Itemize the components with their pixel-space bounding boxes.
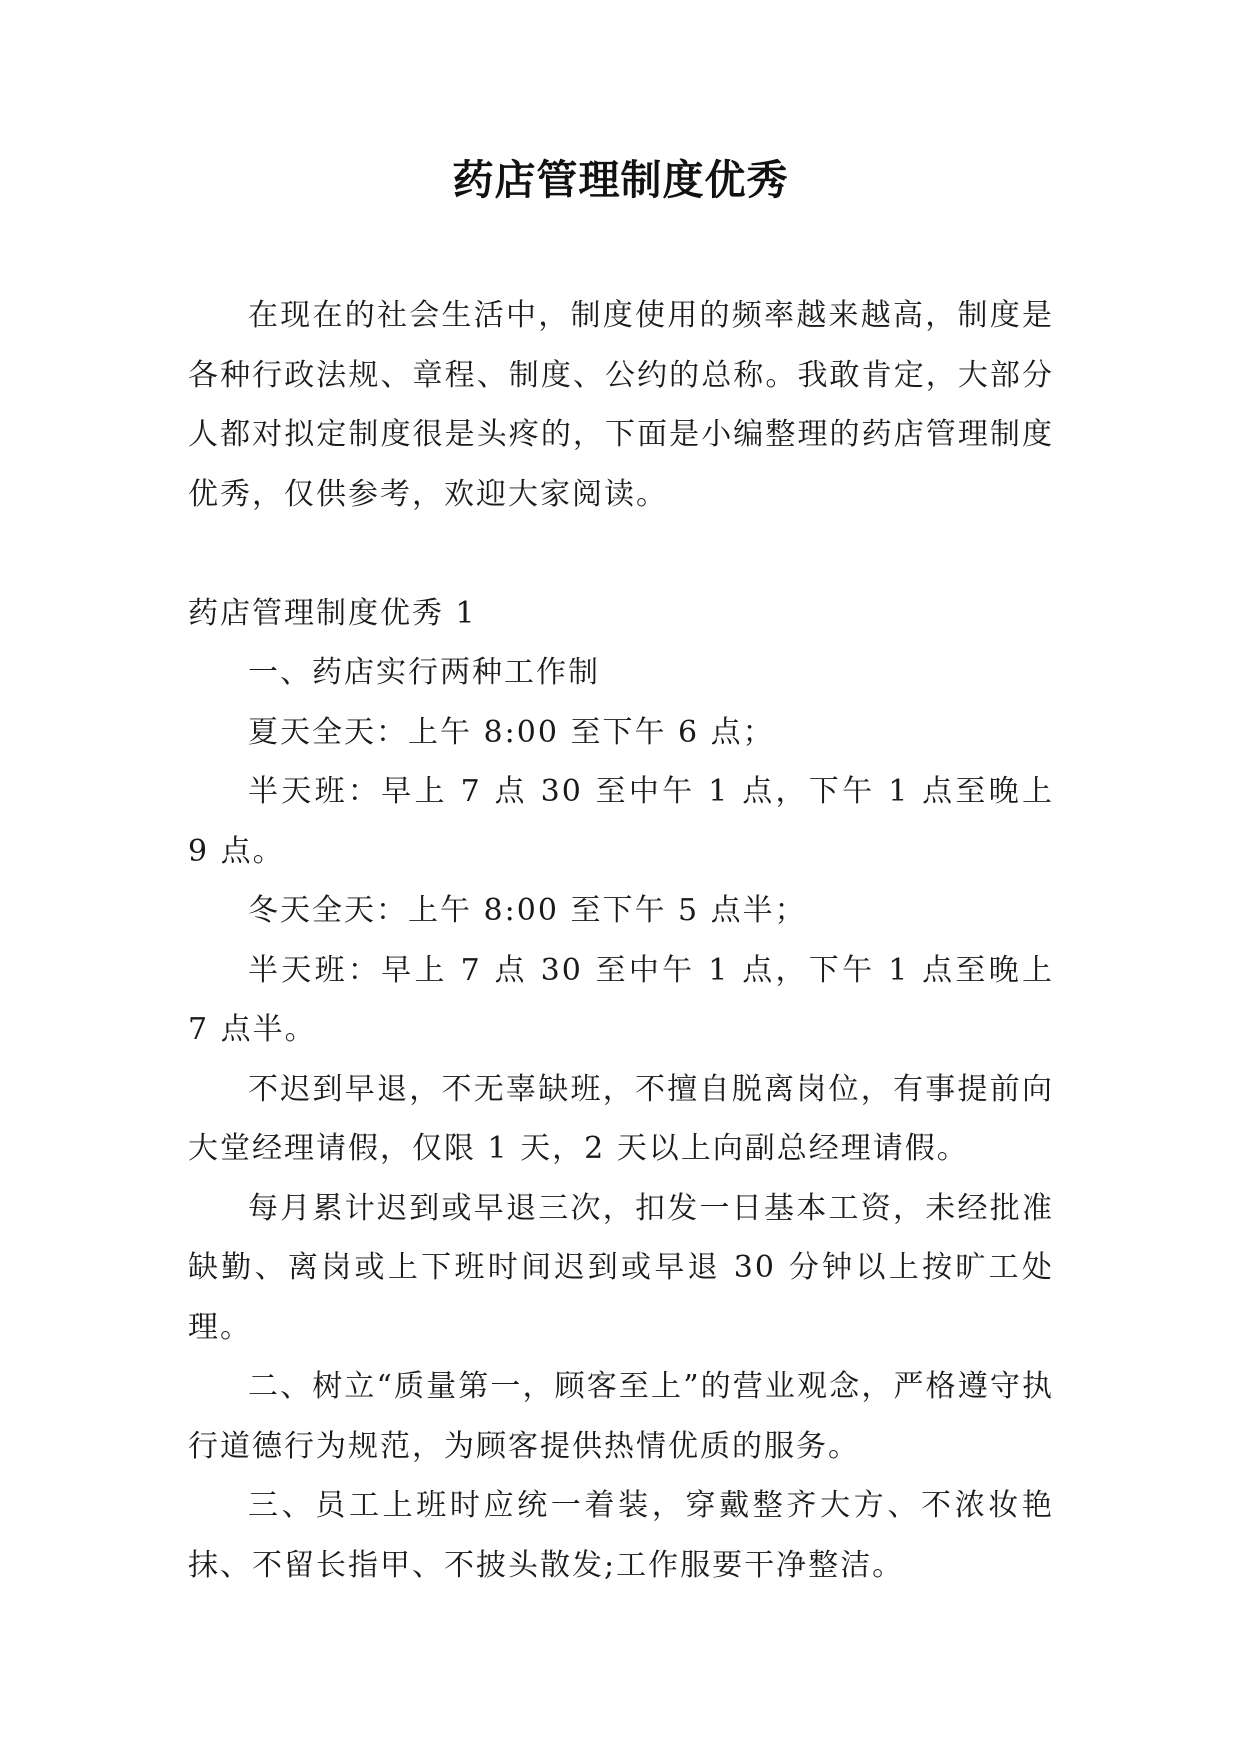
rule-paragraph: 半天班：早上 7 点 30 至中午 1 点，下午 1 点至晚上 7 点半。	[188, 952, 1054, 1047]
rule-paragraph: 冬天全天：上午 8:00 至下午 5 点半；	[248, 893, 807, 928]
rule-paragraph: 三、员工上班时应统一着装，穿戴整齐大方、不浓妆艳抹、不留长指甲、不披头散发;工作服要干净整洁。	[188, 1488, 1054, 1583]
paragraph-spacer	[188, 524, 1054, 584]
rule-paragraph: 一、药店实行两种工作制	[248, 655, 600, 690]
rule-paragraph: 半天班：早上 7 点 30 至中午 1 点，下午 1 点至晚上 9 点。	[188, 774, 1054, 869]
rule-paragraph: 不迟到早退，不无辜缺班，不擅自脱离岗位，有事提前向大堂经理请假，仅限 1 天，2 天以上向副总经理请假。	[188, 1071, 1054, 1166]
section-heading: 药店管理制度优秀 1	[188, 595, 477, 631]
rule-paragraph: 二、树立“质量第一，顾客至上”的营业观念，严格遵守执行道德行为规范，为顾客提供热情优质的服务。	[188, 1369, 1054, 1464]
intro-paragraph: 在现在的社会生活中，制度使用的频率越来越高，制度是各种行政法规、章程、制度、公约的总称。我敢肯定，大部分人都对拟定制度很是头疼的，下面是小编整理的药店管理制度优秀，仅供参考，欢迎大家阅读。	[188, 298, 1054, 512]
document-title: 药店管理制度优秀	[452, 156, 789, 204]
rule-paragraph: 每月累计迟到或早退三次，扣发一日基本工资，未经批准缺勤、离岗或上下班时间迟到或早退 30 分钟以上按旷工处理。	[188, 1190, 1054, 1345]
rule-paragraph: 夏天全天：上午 8:00 至下午 6 点；	[248, 714, 775, 750]
document-body	[188, 286, 1054, 1595]
